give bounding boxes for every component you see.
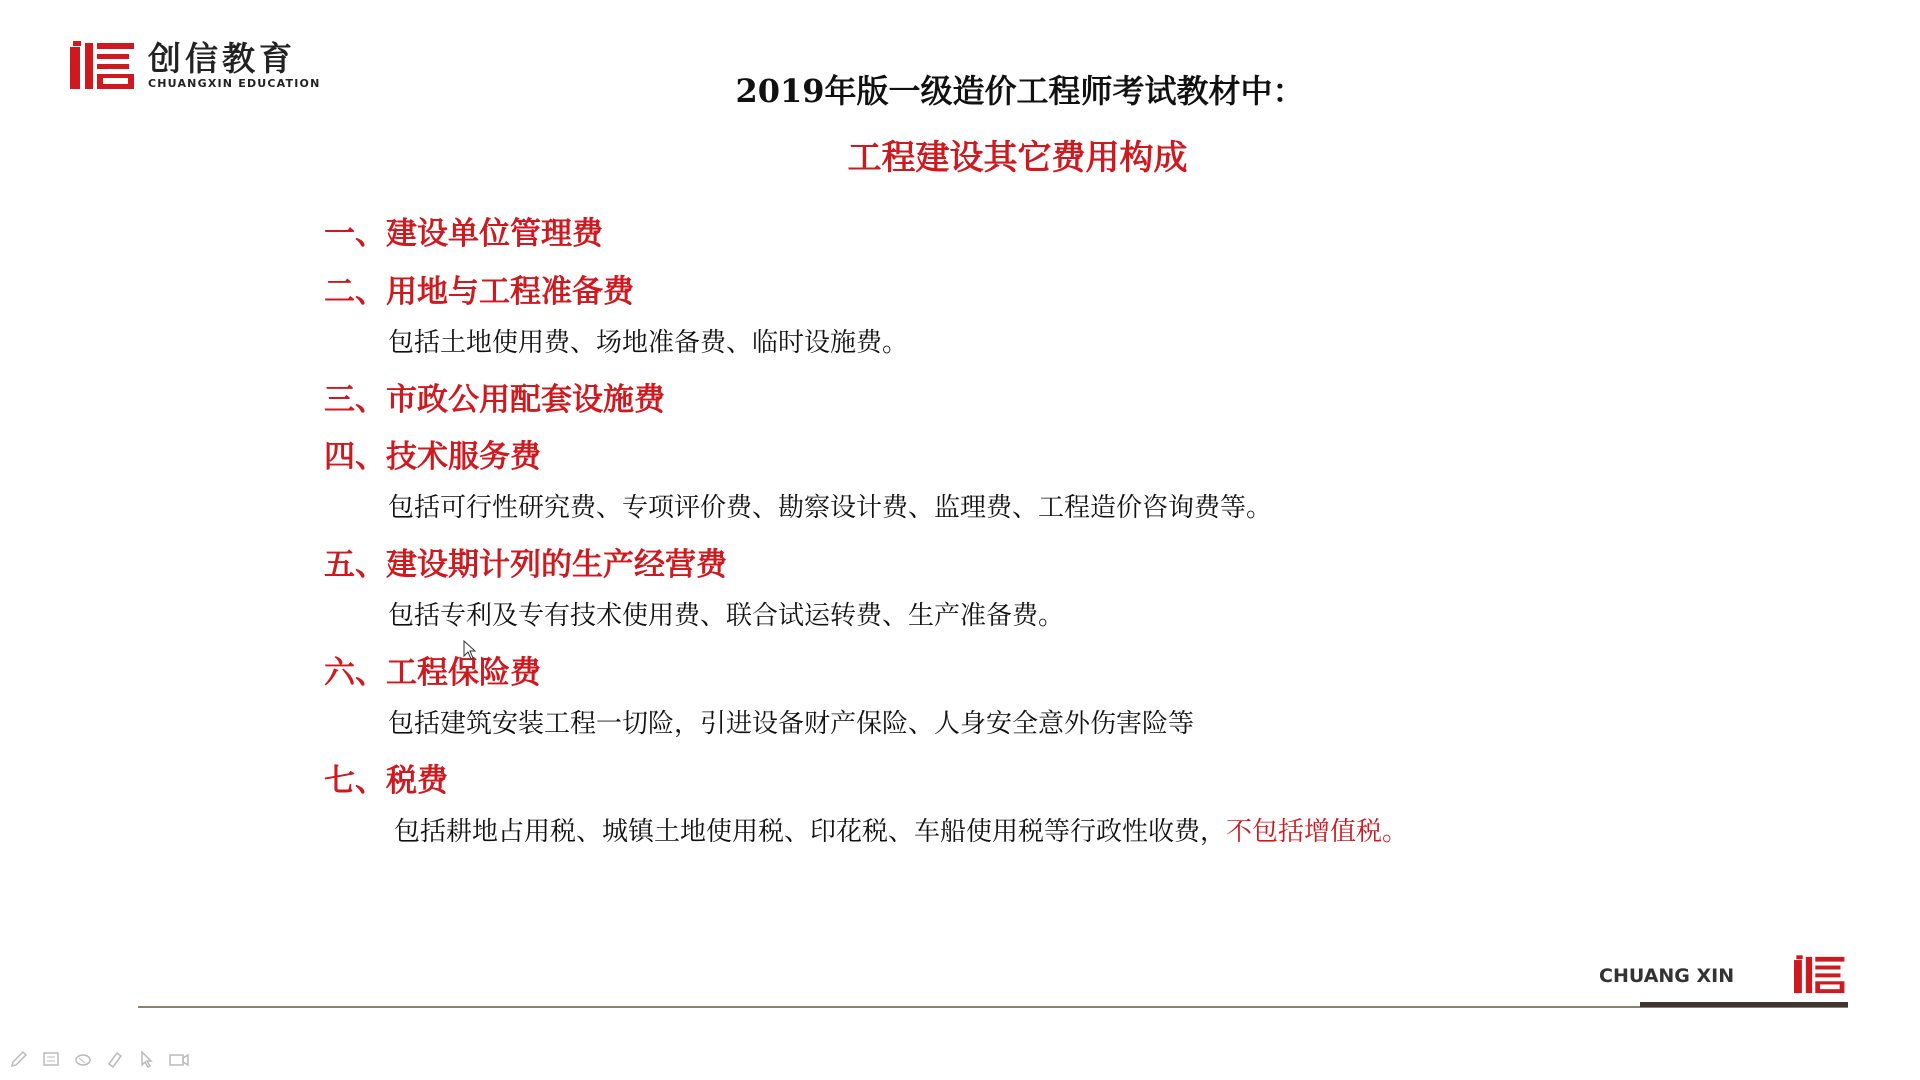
- slide-title: 2019年版一级造价工程师考试教材中：: [735, 72, 1305, 110]
- slide-subtitle: 工程建设其它费用构成: [847, 138, 1188, 178]
- item-heading-7: 七、税费: [324, 763, 448, 799]
- item-desc-5: 包括专利及专有技术使用费、联合试运转费、生产准备费。: [388, 601, 1065, 631]
- eraser-icon[interactable]: [72, 1048, 94, 1070]
- item-desc-7-text: 包括耕地占用税、城镇土地使用税、印花税、车船使用税等行政性收费，: [394, 817, 1227, 847]
- pointer-icon[interactable]: [136, 1048, 158, 1070]
- item-heading-3: 三、市政公用配套设施费: [324, 382, 665, 418]
- item-heading-2: 二、用地与工程准备费: [324, 274, 634, 310]
- footer-divider: [138, 1006, 1848, 1008]
- camera-icon[interactable]: [168, 1048, 190, 1070]
- item-heading-6: 六、工程保险费: [324, 655, 541, 691]
- footer-brand: CHUANG XIN: [1599, 965, 1735, 987]
- footer-accent-bar: [1640, 1002, 1848, 1007]
- pen-icon[interactable]: [8, 1048, 30, 1070]
- item-desc-7-highlight: 不包括增值税。: [1226, 817, 1409, 847]
- slides-icon[interactable]: [40, 1048, 62, 1070]
- item-desc-2: 包括土地使用费、场地准备费、临时设施费。: [388, 328, 909, 358]
- item-desc-4: 包括可行性研究费、专项评价费、勘察设计费、监理费、工程造价咨询费等。: [388, 493, 1273, 523]
- item-heading-1: 一、建设单位管理费: [324, 216, 603, 252]
- presentation-toolbar: [8, 1048, 190, 1070]
- item-heading-4: 四、技术服务费: [324, 439, 541, 475]
- highlighter-icon[interactable]: [104, 1048, 126, 1070]
- item-desc-6: 包括建筑安装工程一切险，引进设备财产保险、人身安全意外伤害险等: [388, 709, 1195, 739]
- brand-name-cn: 创信教育: [148, 39, 296, 78]
- item-desc-7: [394, 811, 1408, 848]
- mouse-cursor-icon: [463, 640, 477, 660]
- brand-name-en: CHUANGXIN EDUCATION: [148, 77, 321, 90]
- footer-logo-icon: [1794, 954, 1846, 996]
- item-heading-5: 五、建设期计列的生产经营费: [324, 547, 727, 583]
